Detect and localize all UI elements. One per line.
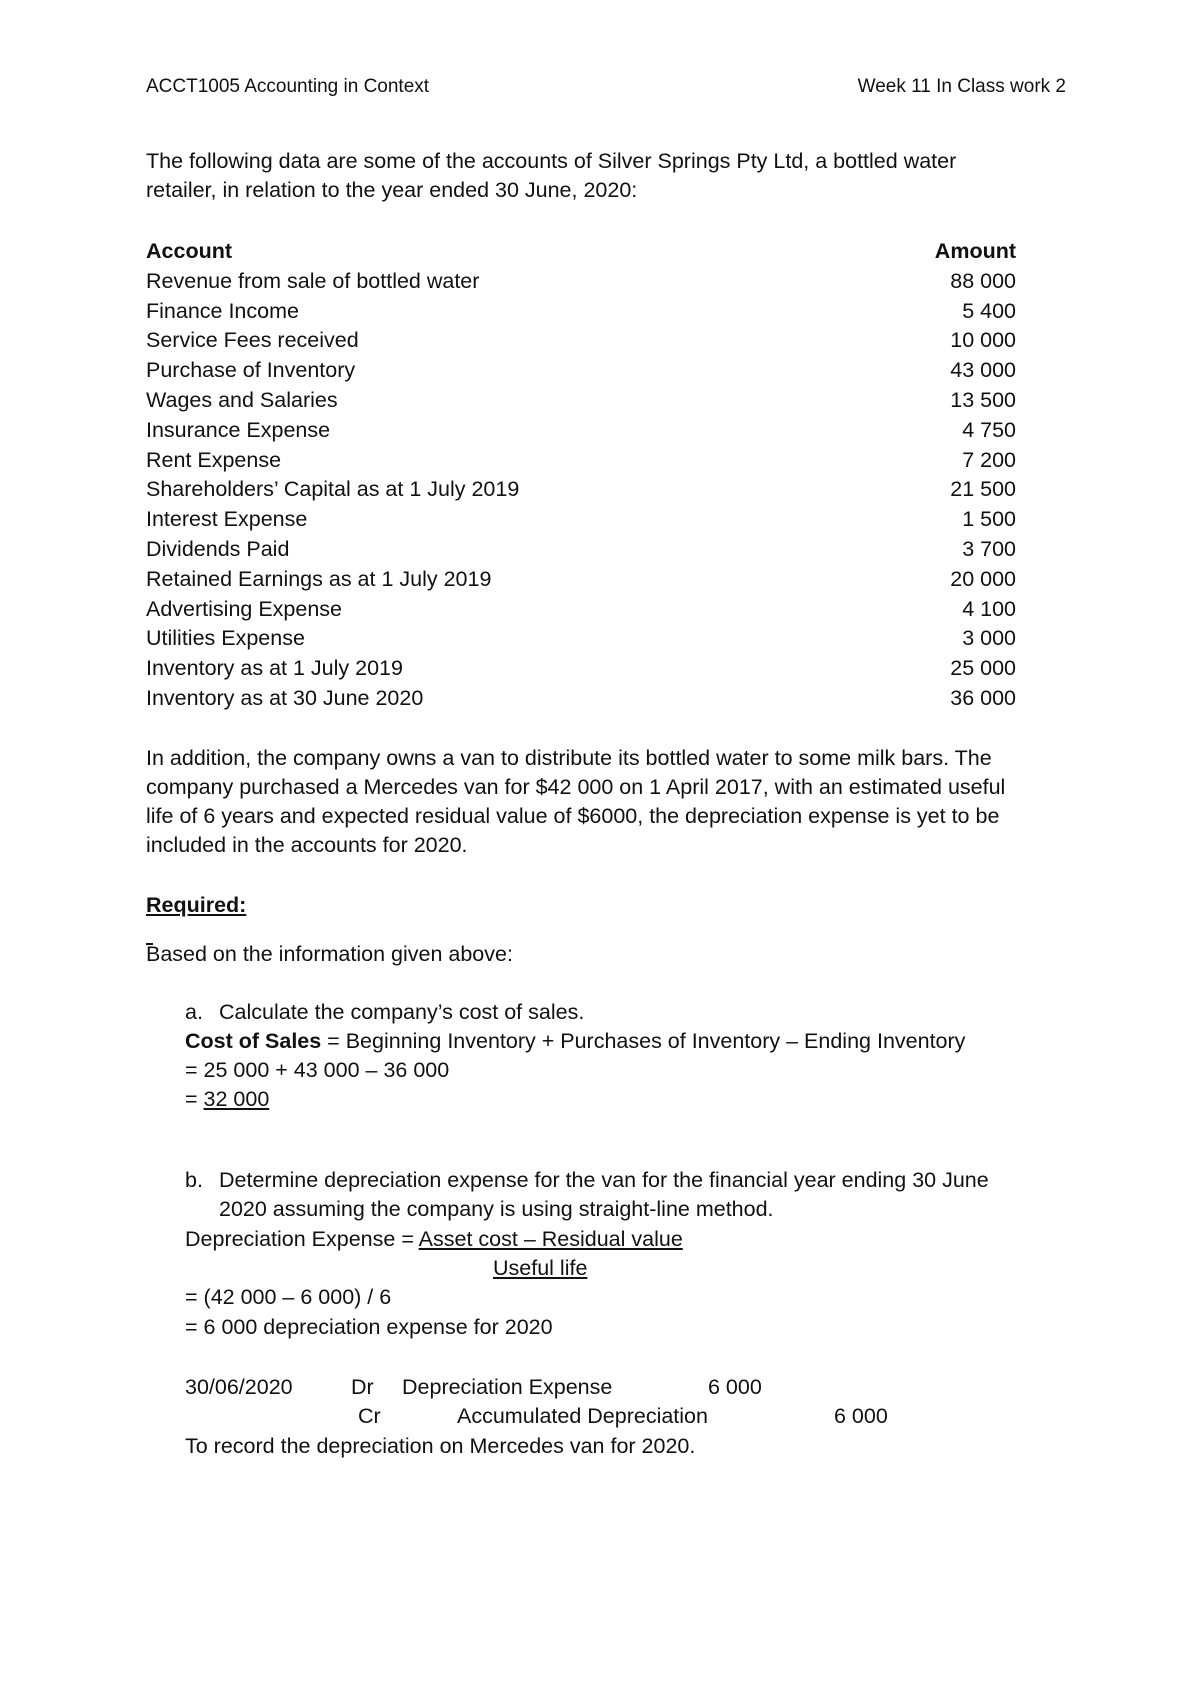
account-amount-cell: 88 000 — [950, 268, 1016, 293]
account-amount-cell: 5 400 — [962, 298, 1016, 323]
table-row — [146, 416, 1016, 446]
account-amount-cell: 4 750 — [962, 417, 1016, 442]
part-b-marker: b. — [185, 1168, 203, 1192]
table-row — [146, 297, 1016, 327]
account-name-cell: Interest Expense — [146, 507, 308, 532]
addition-line-2: company purchased a Mercedes van for $42 000 on 1 April 2017, with an estimated useful — [146, 775, 1006, 799]
journal-dr-account: Depreciation Expense — [402, 1375, 613, 1399]
journal-cr-amount: 6 000 — [834, 1404, 888, 1428]
part-b-calculation: = (42 000 – 6 000) / 6 — [185, 1285, 392, 1309]
journal-date: 30/06/2020 — [185, 1375, 293, 1399]
table-row — [146, 654, 1016, 684]
account-name-cell: Dividends Paid — [146, 536, 290, 561]
account-amount-cell: 1 500 — [962, 507, 1016, 532]
depreciation-formula-lhs: Depreciation Expense = — [185, 1227, 419, 1251]
table-row — [146, 326, 1016, 356]
journal-narration: To record the depreciation on Mercedes van for 2020. — [185, 1434, 696, 1458]
required-intro: Based on the information given above: — [146, 942, 513, 966]
cost-of-sales-formula: = Beginning Inventory + Purchases of Inventory – Ending Inventory — [321, 1029, 966, 1053]
account-amount-cell: 3 700 — [962, 536, 1016, 561]
table-row — [146, 684, 1016, 714]
part-a-calculation: = 25 000 + 43 000 – 36 000 — [185, 1058, 450, 1082]
account-amount-cell: 4 100 — [962, 596, 1016, 621]
part-b-result: = 6 000 depreciation expense for 2020 — [185, 1315, 553, 1339]
intro-line-1: The following data are some of the accounts of Silver Springs Pty Ltd, a bottled water — [146, 149, 957, 173]
intro-line-2: retailer, in relation to the year ended 30 June, 2020: — [146, 178, 638, 202]
header-week: Week 11 In Class work 2 — [857, 76, 1066, 97]
account-amount-cell: 13 500 — [950, 387, 1016, 412]
account-amount-cell: 25 000 — [950, 656, 1016, 681]
table-row — [146, 505, 1016, 535]
table-header-row — [146, 237, 1016, 267]
account-amount-cell: 10 000 — [950, 328, 1016, 353]
depreciation-formula-numerator: Asset cost – Residual value — [418, 1227, 683, 1251]
accounts-table — [146, 237, 1016, 714]
part-b-question-line-2: 2020 assuming the company is using straight-line method. — [219, 1197, 774, 1221]
account-amount-cell: 21 500 — [950, 477, 1016, 502]
table-row — [146, 267, 1016, 297]
addition-line-4: included in the accounts for 2020. — [146, 833, 468, 857]
part-a-result-line — [185, 1085, 269, 1115]
table-row — [146, 565, 1016, 595]
table-row — [146, 446, 1016, 476]
column-header-amount: Amount — [934, 239, 1016, 263]
column-header-account: Account — [146, 239, 232, 263]
account-name-cell: Insurance Expense — [146, 417, 331, 442]
header-course: ACCT1005 Accounting in Context — [146, 76, 430, 97]
part-a-question: Calculate the company’s cost of sales. — [219, 1000, 585, 1024]
part-a-formula — [185, 1027, 965, 1057]
depreciation-formula-denominator: Useful life — [493, 1256, 588, 1280]
addition-line-3: life of 6 years and expected residual value of $6000, the depreciation expense is yet to be — [146, 804, 1000, 828]
addition-line-1: In addition, the company owns a van to distribute its bottled water to some milk bars. The — [146, 746, 992, 770]
part-b-question-line-1: Determine depreciation expense for the van for the financial year ending 30 June — [219, 1168, 989, 1192]
table-row — [146, 475, 1016, 505]
account-name-cell: Shareholders’ Capital as at 1 July 2019 — [146, 477, 520, 502]
part-b-formula — [185, 1225, 683, 1255]
accounts-table-body — [146, 267, 1016, 714]
account-amount-cell: 20 000 — [950, 566, 1016, 591]
account-name-cell: Inventory as at 30 June 2020 — [146, 685, 424, 710]
account-name-cell: Revenue from sale of bottled water — [146, 268, 480, 293]
account-name-cell: Purchase of Inventory — [146, 358, 356, 383]
part-a-result-eq: = — [185, 1087, 204, 1111]
table-row — [146, 356, 1016, 386]
account-name-cell: Finance Income — [146, 298, 299, 323]
account-name-cell: Rent Expense — [146, 447, 282, 472]
account-amount-cell: 3 000 — [962, 626, 1016, 651]
cost-of-sales-label: Cost of Sales — [185, 1029, 322, 1053]
journal-cr-account: Accumulated Depreciation — [457, 1404, 708, 1428]
account-name-cell: Advertising Expense — [146, 596, 342, 621]
account-amount-cell: 7 200 — [962, 447, 1016, 472]
table-row — [146, 595, 1016, 625]
account-name-cell: Utilities Expense — [146, 626, 305, 651]
journal-dr: Dr — [351, 1375, 374, 1399]
account-name-cell: Retained Earnings as at 1 July 2019 — [146, 566, 492, 591]
journal-cr: Cr — [358, 1404, 381, 1428]
part-a-result: 32 000 — [203, 1087, 270, 1111]
account-name-cell: Service Fees received — [146, 328, 359, 353]
table-row — [146, 624, 1016, 654]
account-name-cell: Inventory as at 1 July 2019 — [146, 656, 403, 681]
account-name-cell: Wages and Salaries — [146, 387, 338, 412]
account-amount-cell: 43 000 — [950, 358, 1016, 383]
account-amount-cell: 36 000 — [950, 685, 1016, 710]
table-row — [146, 386, 1016, 416]
table-row — [146, 535, 1016, 565]
part-a-marker: a. — [185, 1000, 203, 1024]
journal-dr-amount: 6 000 — [708, 1375, 762, 1399]
required-heading: Required: — [146, 893, 247, 917]
